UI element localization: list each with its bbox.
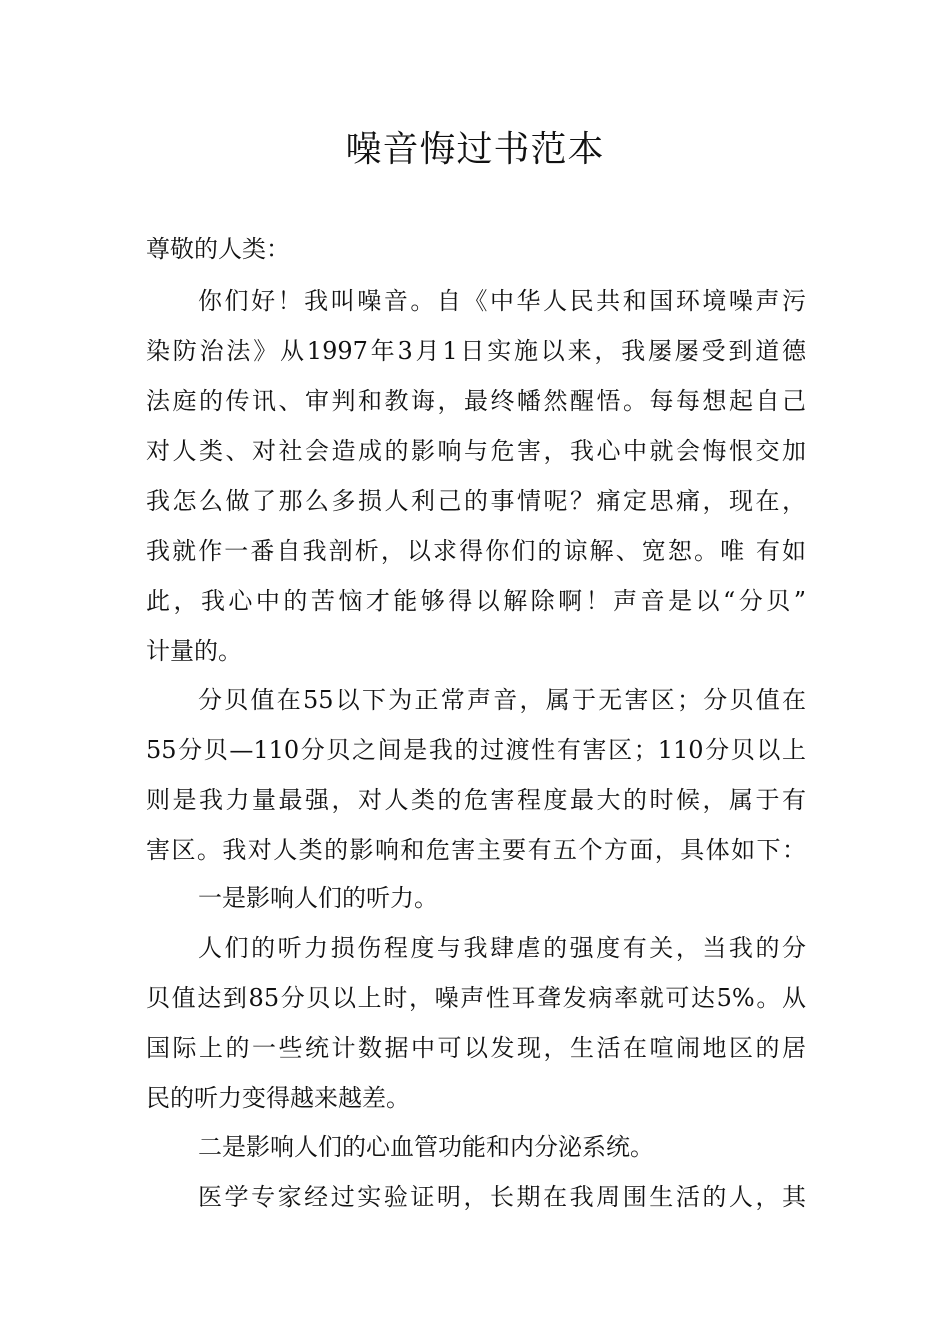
body-line-3: 法庭的传讯、审判和教诲，最终幡然醒悟。每每想起自己: [146, 387, 806, 415]
body-line-8: 计量的。: [146, 637, 242, 665]
body-line-1: 你们好！我叫噪音。自《中华人民共和国环境噪声污: [198, 287, 806, 315]
salutation-line: 尊敬的人类：: [146, 235, 290, 263]
body-line-14: 人们的听力损伤程度与我肆虐的强度有关，当我的分: [198, 934, 806, 962]
body-line-17: 民的听力变得越来越差。: [146, 1084, 410, 1112]
body-line-11: 则是我力量最强，对人类的危害程度最大的时候，属于有: [146, 786, 806, 814]
body-line-19: 医学专家经过实验证明，长期在我周围生活的人，其: [198, 1183, 806, 1211]
body-line-15: 贝值达到85分贝以上时，噪声性耳聋发病率就可达5%。从: [146, 984, 806, 1012]
document-title: 噪音悔过书范本: [345, 129, 605, 170]
body-line-2: 染防治法》从1997年3月1日实施以来，我屡屡受到道德: [146, 337, 806, 365]
point-two-heading: 二是影响人们的心血管功能和内分泌系统。: [198, 1133, 654, 1161]
body-line-9: 分贝值在55以下为正常声音，属于无害区；分贝值在: [198, 686, 806, 714]
body-line-12: 害区。我对人类的影响和危害主要有五个方面，具体如下：: [146, 836, 806, 864]
body-line-6: 我就作一番自我剖析，以求得你们的谅解、宽恕。唯 有如: [146, 537, 806, 565]
body-line-4: 对人类、对社会造成的影响与危害，我心中就会悔恨交加: [146, 437, 806, 465]
body-line-5: 我怎么做了那么多损人利己的事情呢？痛定思痛，现在，: [146, 487, 806, 515]
body-line-16: 国际上的一些统计数据中可以发现，生活在喧闹地区的居: [146, 1034, 806, 1062]
point-one-heading: 一是影响人们的听力。: [198, 884, 438, 912]
body-line-10: 55分贝—110分贝之间是我的过渡性有害区；110分贝以上: [146, 736, 806, 764]
body-line-7: 此，我心中的苦恼才能够得以解除啊！声音是以“分贝”: [146, 587, 806, 615]
